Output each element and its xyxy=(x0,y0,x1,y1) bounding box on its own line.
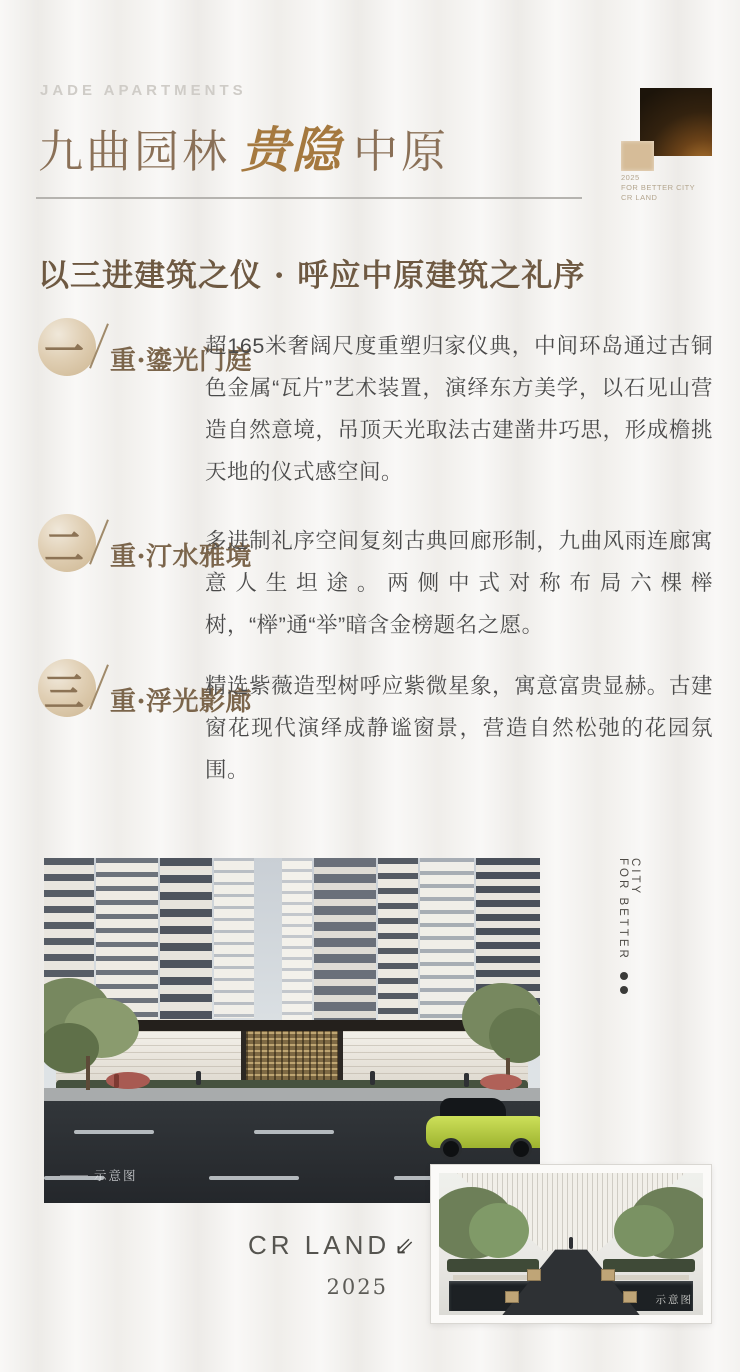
stamp-company: CR LAND xyxy=(621,193,658,202)
title-accent-calligraphy: 贵隐 xyxy=(240,121,343,179)
developer-logo: CR LAND xyxy=(248,1230,391,1260)
title-part2: 中原 xyxy=(352,125,449,178)
red-shrub xyxy=(480,1074,522,1090)
lane-marking xyxy=(254,1130,334,1134)
car-wheel xyxy=(440,1138,462,1160)
feature-number: 二 xyxy=(44,524,84,571)
page-title xyxy=(38,112,449,182)
tree-canopy xyxy=(614,1205,674,1257)
southwest-arrow-icon: ⇙ xyxy=(394,1233,419,1260)
feature-paragraph-2: 多进制礼序空间复刻古典回廊形制，九曲风雨连廊寓意人生坦途。两侧中式对称布局六棵榉树，“榉”通“举”暗含金榜题名之愿。 xyxy=(205,529,713,637)
feature-badge-3 xyxy=(36,659,253,721)
tower xyxy=(160,858,212,1024)
pedestrian xyxy=(114,1074,119,1088)
stamp-slogan: FOR BETTER CITY xyxy=(621,183,696,192)
tower xyxy=(420,858,474,1024)
hedge-row xyxy=(447,1259,539,1272)
pedestrian xyxy=(370,1071,375,1085)
stamp-tan-square xyxy=(621,141,654,171)
feature-paragraph-3: 精选紫薇造型树呼应紫微星象，寓意富贵显赫。古建窗花现代演绎成静谧窗景，营造自然松弛的花园氛围。 xyxy=(205,674,713,782)
tower xyxy=(214,858,254,1018)
developer-logo-block xyxy=(248,1230,419,1299)
feature-number: 三 xyxy=(44,669,84,716)
tower xyxy=(314,858,376,1024)
tree-trunk xyxy=(86,1056,90,1090)
courtyard-rendering xyxy=(439,1173,703,1315)
tower xyxy=(378,858,418,1024)
title-divider xyxy=(36,197,582,199)
car-wheel xyxy=(510,1138,532,1160)
caption-line xyxy=(60,1175,88,1176)
feature-label: 重·浮光影廊 xyxy=(110,687,253,717)
tower xyxy=(282,858,312,1024)
caption-text: 示意图 xyxy=(94,1169,138,1183)
tree-canopy xyxy=(489,1008,540,1063)
photo-caption: 示意图 xyxy=(655,1294,693,1306)
brand-wordmark: JADE APARTMENTS xyxy=(40,82,247,99)
stamp-caption xyxy=(621,173,695,203)
pedestrian xyxy=(569,1237,573,1249)
lane-marking xyxy=(74,1130,154,1134)
feature-paragraph-1: 超165米奢阔尺度重塑归家仪典，中间环岛通过古铜色金属“瓦片”艺术装置，演绎东方美学，以石见山营造自然意境，吊顶天光取法古建凿井巧思，形成檐挑天地的仪式感空间。 xyxy=(205,334,713,484)
hedge-row xyxy=(603,1259,695,1272)
planter-box xyxy=(601,1269,615,1281)
feature-badge-2 xyxy=(36,514,253,576)
stamp-year: 2025 xyxy=(621,173,640,182)
planter-box xyxy=(505,1291,519,1303)
tree-canopy xyxy=(469,1203,529,1258)
pedestrian xyxy=(464,1073,469,1087)
main-entrance-rendering xyxy=(44,858,540,1203)
planter-box xyxy=(623,1291,637,1303)
photo-caption xyxy=(60,1166,138,1184)
side-dot xyxy=(620,972,628,980)
red-shrub xyxy=(106,1072,150,1089)
planter-box xyxy=(527,1269,541,1281)
side-dot xyxy=(620,986,628,994)
feature-label: 重·鎏光门庭 xyxy=(110,346,253,376)
green-car xyxy=(426,1096,540,1160)
side-vertical-text: FOR BETTER CITY xyxy=(617,858,641,961)
feature-label: 重·汀水雅境 xyxy=(110,542,253,572)
feature-badge-1 xyxy=(36,318,253,380)
lane-marking xyxy=(209,1176,299,1180)
feature-number: 一 xyxy=(44,328,84,375)
courtyard-photo-frame xyxy=(430,1164,712,1324)
pedestrian xyxy=(196,1071,201,1085)
title-part1: 九曲园林 xyxy=(38,125,231,178)
footer-year: 2025 xyxy=(326,1275,388,1299)
section-heading: 以三进建筑之仪 · 呼应中原建筑之礼序 xyxy=(38,258,586,294)
